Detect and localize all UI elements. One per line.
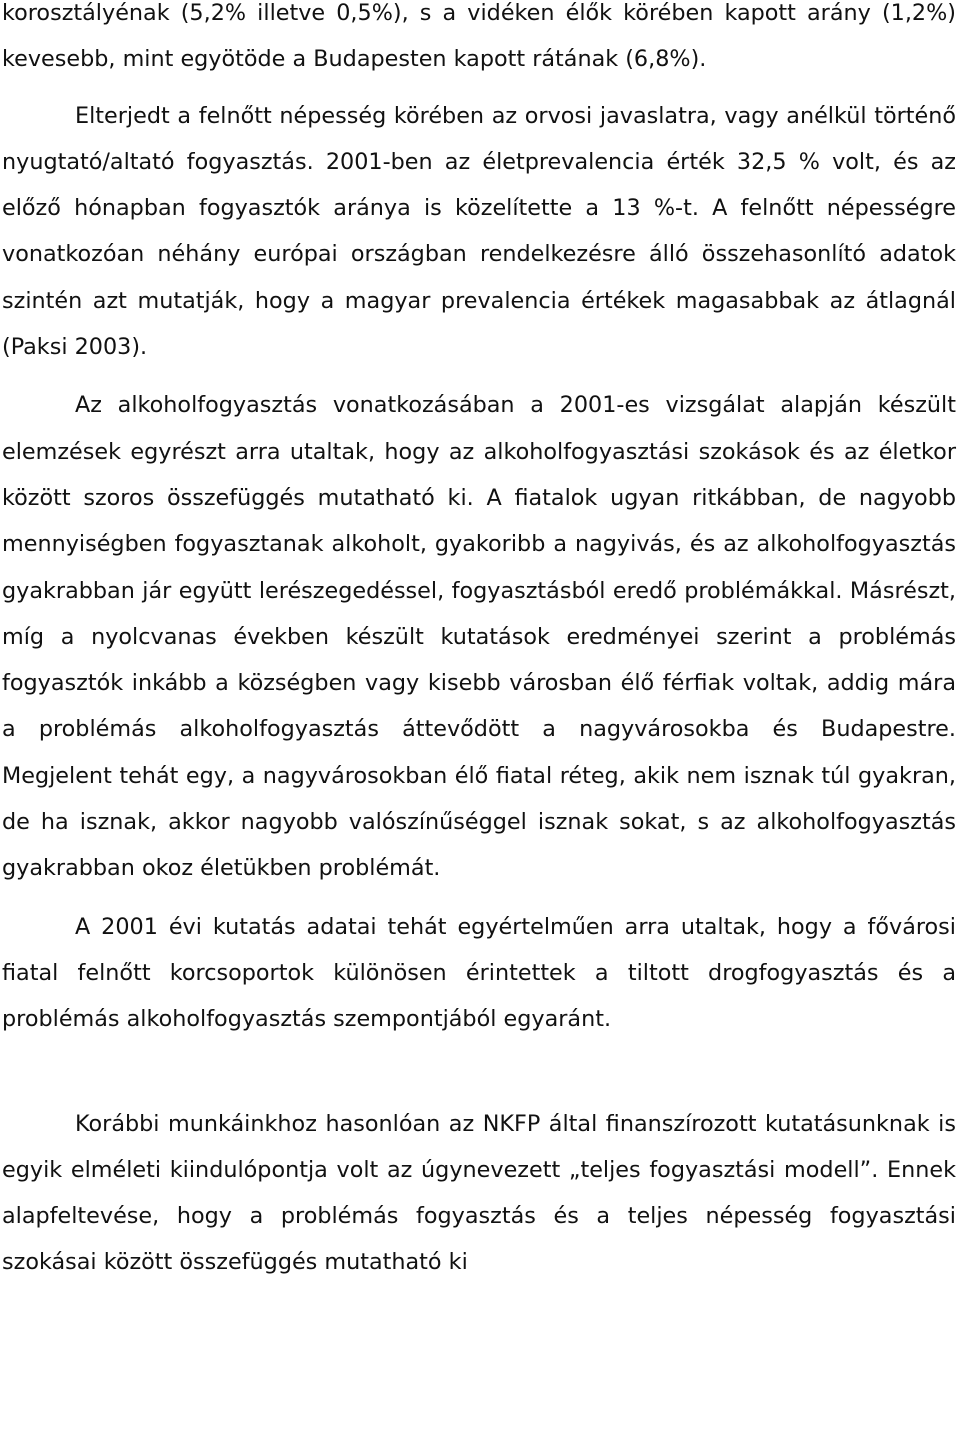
paragraph-research-summary: A 2001 évi kutatás adatai tehát egyértelműen arra utaltak, hogy a fővárosi fiatal felnőtt korcsoportok különösen érintettek a tiltott drogfogyasztás és a problémás alkoholfogyasztás szempontjából egyaránt. [2, 913, 956, 1033]
paragraph-alcohol-consumption: Az alkoholfogyasztás vonatkozásában a 2001-es vizsgálat alapján készült elemzések egyrészt arra utaltak, hogy az alkoholfogyasztási szokások és az életkor között szoros összefüggés mutatható ki. A fiatalok ugyan ritkábban, de nagyobb mennyiségben fogyasztanak alkoholt, gyakoribb a nagyivás, és az alkoholfogyasztás gyakrabban jár együtt lerészegedéssel, fogyasztásból eredő problémákkal. Másrészt, míg a nyolcvanas években készült kutatások eredményei szerint a problémás fogyasztók inkább a községben vagy kisebb városban élő férfiak voltak, addig mára a problémás alkoholfogyasztás áttevődött a nagyvárosokba és Budapestre. Megjelent tehát egy, a nagyvárosokban élő fiatal réteg, akik nem isznak túl gyakran, de ha isznak, akkor nagyobb valószínűséggel isznak sokat, s az alkoholfogyasztás gyakrabban okoz életükben problémát. [2, 392, 956, 882]
paragraph-sedative-use: Elterjedt a felnőtt népesség körében az orvosi javaslatra, vagy anélkül történő nyugtató/altató fogyasztás. 2001-ben az életprevalencia érték 32,5 % volt, és az előző hónapban fogyasztók aránya is közelítette a 13 %-t. A felnőtt népességre vonatkozóan néhány európai országban rendelkezésre álló összehasonlító adatok szintén azt mutatják, hogy a magyar prevalencia értékek magasabbak az átlagnál (Paksi 2003). [2, 102, 956, 361]
paragraph-continuation: korosztályénak (5,2% illetve 0,5%), s a vidéken élők körében kapott arány (1,2%) kevesebb, mint egyötöde a Budapesten kapott rátának (6,8%). [2, 0, 956, 73]
paragraph-consumption-model: Korábbi munkáinkhoz hasonlóan az NKFP által finanszírozott kutatásunknak is egyik elméleti kiindulópontja volt az úgynevezett „teljes fogyasztási modell”. Ennek alapfeltevése, hogy a problémás fogyasztás és a teljes népesség fogyasztási szokásai között összefüggés mutatható ki [2, 1110, 956, 1276]
